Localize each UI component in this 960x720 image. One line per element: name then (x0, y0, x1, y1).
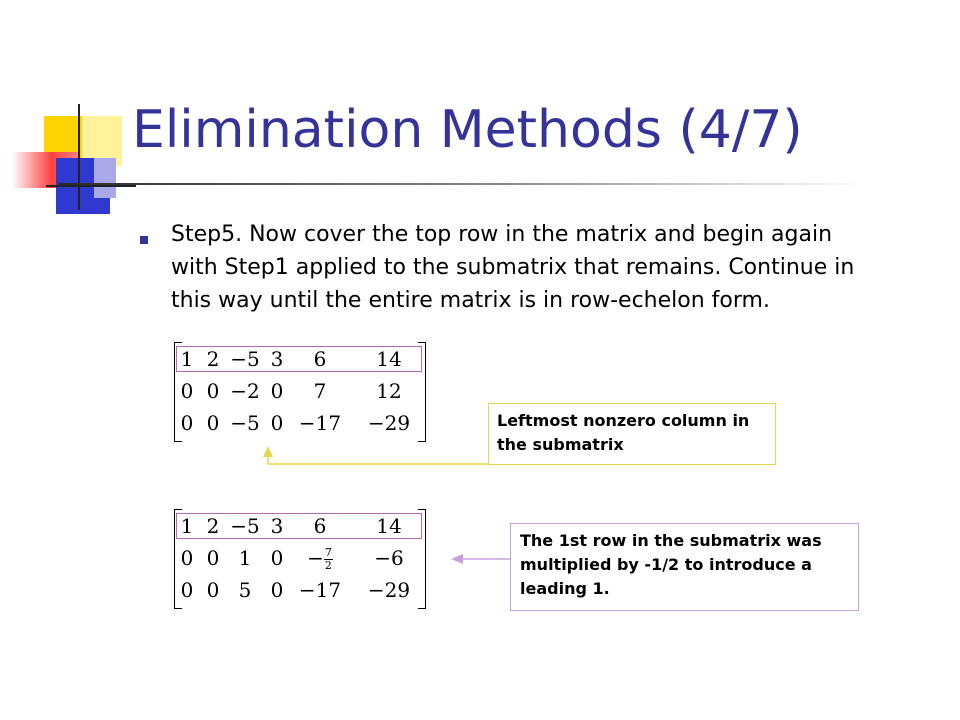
matrix-cell: 14 (376, 514, 402, 538)
matrix-cell: −2 (230, 379, 260, 403)
matrix-cell: 14 (376, 347, 402, 371)
matrix-cell: −17 (298, 411, 342, 435)
matrix-cell: 2 (206, 347, 220, 371)
matrix-cell: −5 (230, 514, 260, 538)
matrix-cell: −29 (367, 578, 411, 602)
matrix-cell: 0 (180, 379, 194, 403)
matrix-cell: 0 (270, 411, 284, 435)
matrix-cell: 12 (376, 379, 402, 403)
arrowhead-up-icon (263, 446, 273, 457)
matrix-cell: 0 (206, 379, 220, 403)
slide-title: Elimination Methods (4/7) (132, 100, 803, 160)
matrix-cell: −6 (374, 546, 404, 570)
matrix-cell: 3 (270, 514, 284, 538)
matrix-cell: 5 (238, 578, 252, 602)
matrix-cell: 0 (180, 411, 194, 435)
matrix-cell: 1 (180, 514, 194, 538)
callout-leftmost-column: Leftmost nonzero column in the submatrix (488, 403, 776, 465)
arrowhead-left-icon (451, 554, 463, 564)
matrix-cell: −5 (230, 347, 260, 371)
matrix-cell: 0 (270, 578, 284, 602)
matrix-cell: −17 (298, 578, 342, 602)
callout-row-multiplied: The 1st row in the submatrix was multiplied by -1/2 to introduce a leading 1. (510, 523, 859, 611)
matrix-cell: 0 (180, 578, 194, 602)
matrix-cell: 2 (206, 514, 220, 538)
matrix-cell: 1 (180, 347, 194, 371)
matrix-cell: 6 (313, 514, 327, 538)
matrix-cell: 7 (313, 379, 327, 403)
matrix-cell: 0 (180, 546, 194, 570)
minus-sign: − (307, 546, 324, 570)
matrix-cell: −29 (367, 411, 411, 435)
matrix-cell: 0 (206, 578, 220, 602)
matrix-cell: 3 (270, 347, 284, 371)
matrix-cell: 0 (206, 546, 220, 570)
slide-body-text: Step5. Now cover the top row in the matrix and begin again with Step1 applied to the submatrix that remains. Continue in this way until the entire matrix is in row-echelon form. (171, 222, 855, 313)
callout-1-connector (268, 456, 488, 464)
matrix-cell: 0 (270, 546, 284, 570)
matrix-cell: −5 (230, 411, 260, 435)
matrix-cell: 0 (270, 379, 284, 403)
fraction-numerator: 7 (324, 546, 332, 559)
matrix-cell: 1 (238, 546, 252, 570)
matrix-cell: 0 (206, 411, 220, 435)
fraction-denominator: 2 (324, 559, 332, 572)
matrix-cell: 6 (313, 347, 327, 371)
